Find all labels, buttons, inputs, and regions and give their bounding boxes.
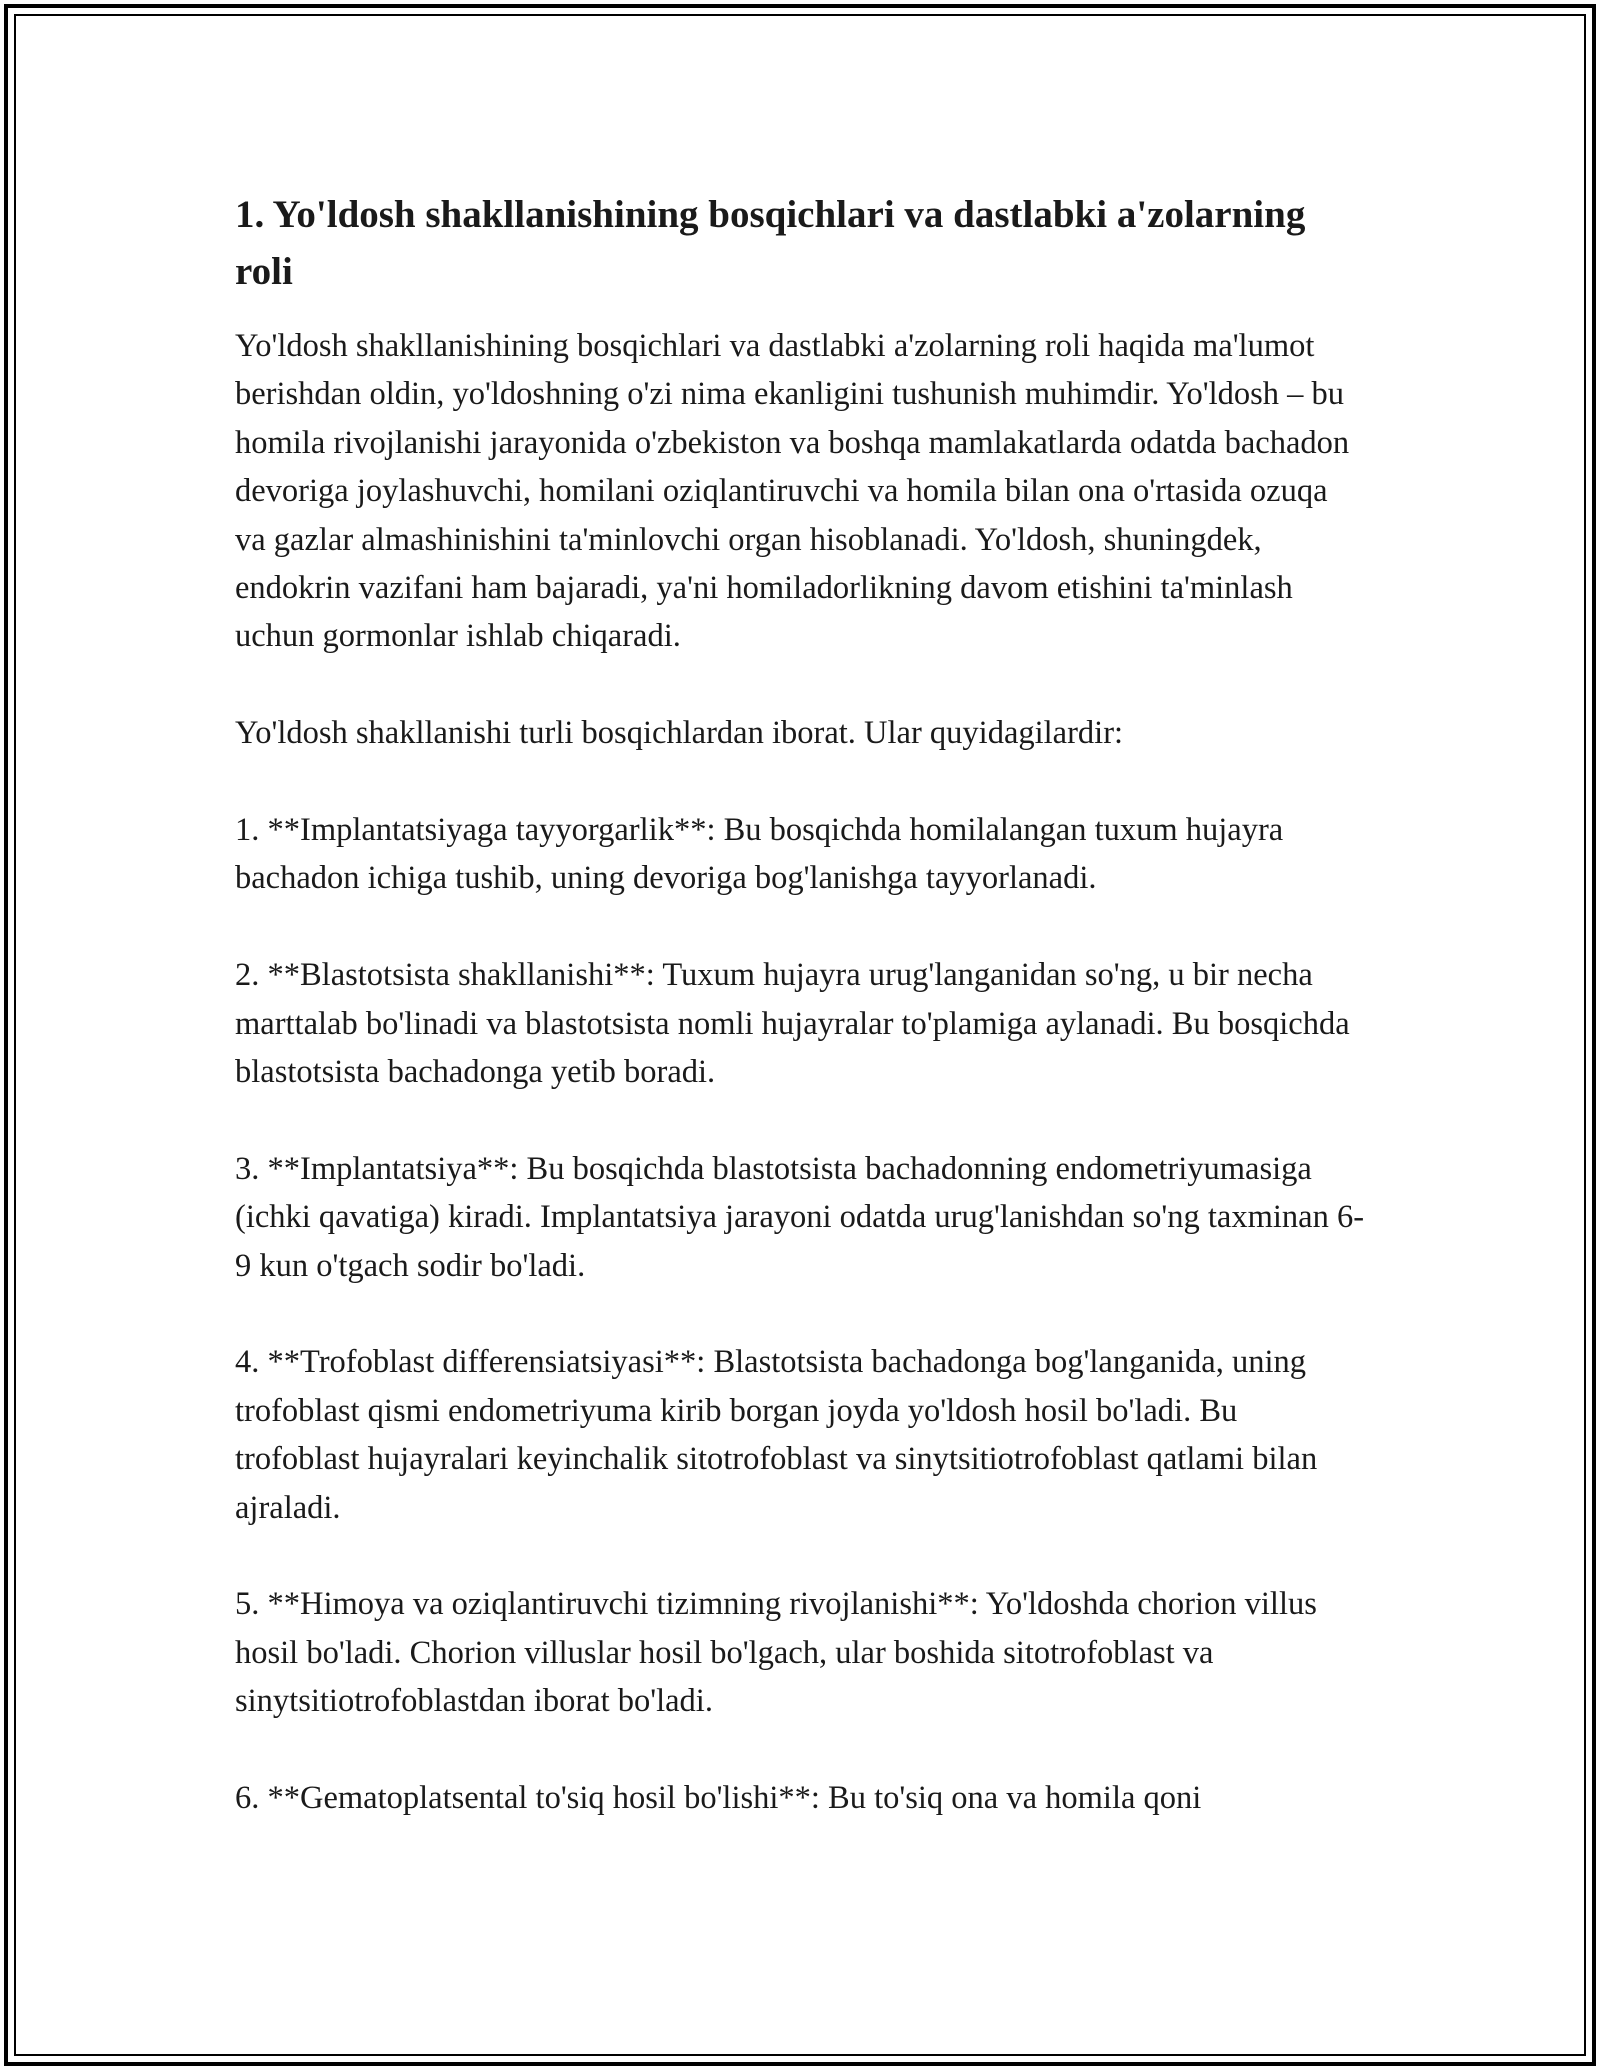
stage-item-4: 4. **Trofoblast differensiatsiyasi**: Blastotsista bachadonga bog'langanida, uning trofoblast qismi endometriyuma kirib borgan joyda yo'ldosh hosil bo'ladi. Bu trofoblast hujayralari keyinchalik sitotrofoblast va sinytsitiotrofoblast qatlami bilan ajraladi. bbox=[235, 1344, 1318, 1526]
intro-paragraph: Yo'ldosh shakllanishining bosqichlari va dastlabki a'zolarning roli haqida ma'lumot berishdan oldin, yo'ldoshning o'zi nima ekanligini tushunish muhimdir. Yo'ldosh – bu homila rivojlanishi jarayonida o'zbekiston va boshqa mamlakatlarda odatda bachadon devoriga joylashuvchi, homilani oziqlantiruvchi va homila bilan ona o'rtasida ozuqa va gazlar almashinishini ta'minlovchi organ hisoblanadi. Yo'ldosh, shuningdek, endokrin vazifani ham bajaradi, ya'ni homiladorlikning davom etishini ta'minlash uchun gormonlar ishlab chiqaradi. bbox=[235, 328, 1350, 655]
paragraph-gap bbox=[235, 903, 1365, 951]
paragraph-gap bbox=[235, 1290, 1365, 1338]
stage-item-5: 5. **Himoya va oziqlantiruvchi tizimning rivojlanishi**: Yo'ldoshda chorion villus hosil bo'ladi. Chorion villuslar hosil bo'lgach, ular boshida sitotrofoblast va sinytsitiotrofoblastdan iborat bo'ladi. bbox=[235, 1586, 1317, 1720]
document-body bbox=[235, 186, 1365, 1822]
stage-item-6: 6. **Gematoplatsental to'siq hosil bo'lishi**: Bu to'siq ona va homila qoni bbox=[235, 1780, 1202, 1817]
paragraph-gap bbox=[235, 1096, 1365, 1144]
paragraph-gap bbox=[235, 1532, 1365, 1580]
stages-intro-paragraph: Yo'ldosh shakllanishi turli bosqichlardan iborat. Ular quyidagilardir: bbox=[235, 715, 1124, 752]
document-text bbox=[235, 322, 1365, 1822]
paragraph-gap bbox=[235, 758, 1365, 806]
stage-item-3: 3. **Implantatsiya**: Bu bosqichda blastotsista bachadonning endometriyumasiga (ichki qavatiga) kiradi. Implantatsiya jarayoni odatda urug'lanishdan so'ng taxminan 6-9 kun o'tgach sodir bo'ladi. bbox=[235, 1150, 1365, 1284]
document-title: 1. Yo'ldosh shakllanishining bosqichlari va dastlabki a'zolarning roli bbox=[235, 193, 1306, 293]
paragraph-gap bbox=[235, 1726, 1365, 1774]
stage-item-1: 1. **Implantatsiyaga tayyorgarlik**: Bu bosqichda homilalangan tuxum hujayra bachadon ichiga tushib, uning devoriga bog'lanishga tayyorlanadi. bbox=[235, 812, 1284, 897]
paragraph-gap bbox=[235, 661, 1365, 709]
stage-item-2: 2. **Blastotsista shakllanishi**: Tuxum hujayra urug'langanidan so'ng, u bir necha marttalab bo'linadi va blastotsista nomli hujayralar to'plamiga aylanadi. Bu bosqichda blastotsista bachadonga yetib boradi. bbox=[235, 957, 1350, 1091]
